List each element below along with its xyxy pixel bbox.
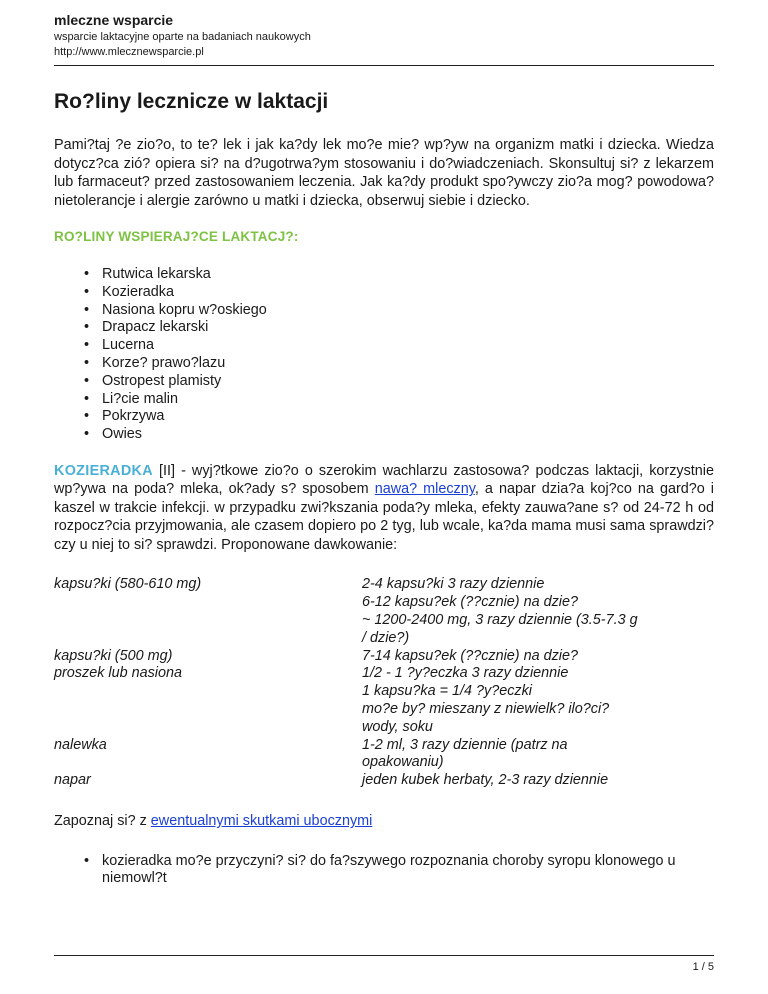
plants-list bbox=[84, 266, 714, 444]
list-item: • kozieradka mo?e przyczyni? si? do fa?szywego rozpoznania choroby syropu klonowego u niemowl?t bbox=[84, 853, 714, 889]
dose-line: ~ 1200-2400 mg, 3 razy dziennie (3.5-7.3 g bbox=[362, 612, 638, 629]
dosage-form: kapsu?ki (500 mg) bbox=[54, 647, 173, 664]
dose-line: mo?e by? mieszany z niewielk? ilo?ci? bbox=[362, 701, 610, 718]
dosage-amount bbox=[362, 665, 714, 736]
dose-line: wody, soku bbox=[362, 718, 433, 735]
dose-line: 2-4 kapsu?ki 3 razy dziennie bbox=[362, 576, 545, 593]
plants-heading: RO?LINY WSPIERAJ?CE LAKTACJ?: bbox=[54, 229, 299, 244]
dose-line: 7-14 kapsu?ek (??cznie) na dzie? bbox=[362, 647, 578, 664]
site-tagline: wsparcie laktacyjne oparte na badaniach naukowych bbox=[54, 31, 311, 43]
list-item: • Drapacz lekarski bbox=[84, 319, 714, 337]
dosage-table bbox=[54, 576, 714, 790]
list-item: • Owies bbox=[84, 426, 714, 444]
list-item: • Korze? prawo?lazu bbox=[84, 355, 714, 373]
dose-line: jeden kubek herbaty, 2-3 razy dziennie bbox=[362, 772, 609, 789]
list-item: • Li?cie malin bbox=[84, 391, 714, 409]
dosage-form: napar bbox=[54, 772, 91, 789]
effects-list bbox=[84, 853, 714, 889]
dosage-amount bbox=[362, 648, 714, 666]
kozieradka-text-1: [II] - wyj?tkowe zio?o o szerokim wachlarzu zastosowa? podczas laktacji, korzystnie wp?ywa na poda? mleka, ok?ady s? sposobem bbox=[54, 462, 714, 498]
table-row bbox=[54, 576, 714, 647]
dosage-form: nalewka bbox=[54, 736, 107, 753]
dose-line: 1-2 ml, 3 razy dziennie (patrz na bbox=[362, 736, 568, 753]
side-effects-link[interactable]: ewentualnymi skutkami ubocznymi bbox=[150, 813, 373, 830]
list-item: • Rutwica lekarska bbox=[84, 266, 714, 284]
nawal-mleczny-link[interactable]: nawa? mleczny bbox=[374, 481, 475, 498]
table-row bbox=[54, 772, 714, 790]
article-body bbox=[54, 88, 714, 888]
dose-line: 1 kapsu?ka = 1/4 ?y?eczki bbox=[362, 683, 532, 700]
kozieradka-paragraph bbox=[54, 462, 714, 555]
kozieradka-text-2: , a napar dzia?a koj?co na gard?o i kaszel w trakcie infekcji. w przypadku zwi?kszania poda?y mleka, efekty zauwa?ane s? od 24-72 h od rozpocz?cia przyjmowania, ale czasem dopiero po 2 tyg, lub wcale, ka?da mama musi sama sprawdzi? czy u niej to si? sprawdzi. Proponowane dawkowanie: bbox=[54, 481, 715, 553]
page-number: 1 / 5 bbox=[692, 961, 714, 973]
list-item: • Kozieradka bbox=[84, 284, 714, 302]
list-item: • Lucerna bbox=[84, 337, 714, 355]
dose-line: / dzie?) bbox=[362, 629, 410, 646]
footer-divider bbox=[54, 955, 714, 956]
dose-line: 6-12 kapsu?ek (??cznie) na dzie? bbox=[362, 594, 578, 611]
dose-line: 1/2 - 1 ?y?eczka 3 razy dziennie bbox=[362, 665, 569, 682]
side-effects-paragraph bbox=[54, 812, 714, 831]
dosage-amount bbox=[362, 772, 714, 790]
table-row bbox=[54, 737, 714, 773]
dose-line: opakowaniu) bbox=[362, 754, 444, 771]
intro-paragraph: Pami?taj ?e zio?o, to te? lek i jak ka?dy lek mo?e mie? wp?yw na organizm matki i dziecka. Wiedza dotycz?ca zió? opiera si? na d?ugotrwa?ym stosowaniu i do?wiadczeniach. Skonsultuj si? z lekarzem lub farmaceut? przed zastosowaniem leczenia. Jak ka?dy produkt spo?ywczy zio?a mog? powodowa? nietolerancje i alergie zarówno u matki i dziecka, obserwuj siebie i dziecko. bbox=[54, 137, 714, 209]
dosage-amount bbox=[362, 737, 714, 773]
side-effects-prefix: Zapoznaj si? z bbox=[54, 813, 151, 830]
dosage-amount bbox=[362, 576, 714, 647]
header-divider bbox=[54, 65, 714, 66]
list-item: • Pokrzywa bbox=[84, 408, 714, 426]
page-title: Ro?liny lecznicze w laktacji bbox=[54, 90, 329, 113]
site-name: mleczne wsparcie bbox=[54, 12, 174, 28]
table-row bbox=[54, 665, 714, 736]
site-url: http://www.mlecznewsparcie.pl bbox=[54, 46, 204, 58]
list-item: • Nasiona kopru w?oskiego bbox=[84, 302, 714, 320]
page-header bbox=[54, 12, 714, 59]
table-row bbox=[54, 648, 714, 666]
dosage-form: kapsu?ki (580-610 mg) bbox=[54, 576, 202, 593]
kozieradka-term: KOZIERADKA bbox=[54, 462, 153, 479]
list-item: • Ostropest plamisty bbox=[84, 373, 714, 391]
dosage-form: proszek lub nasiona bbox=[54, 665, 182, 682]
